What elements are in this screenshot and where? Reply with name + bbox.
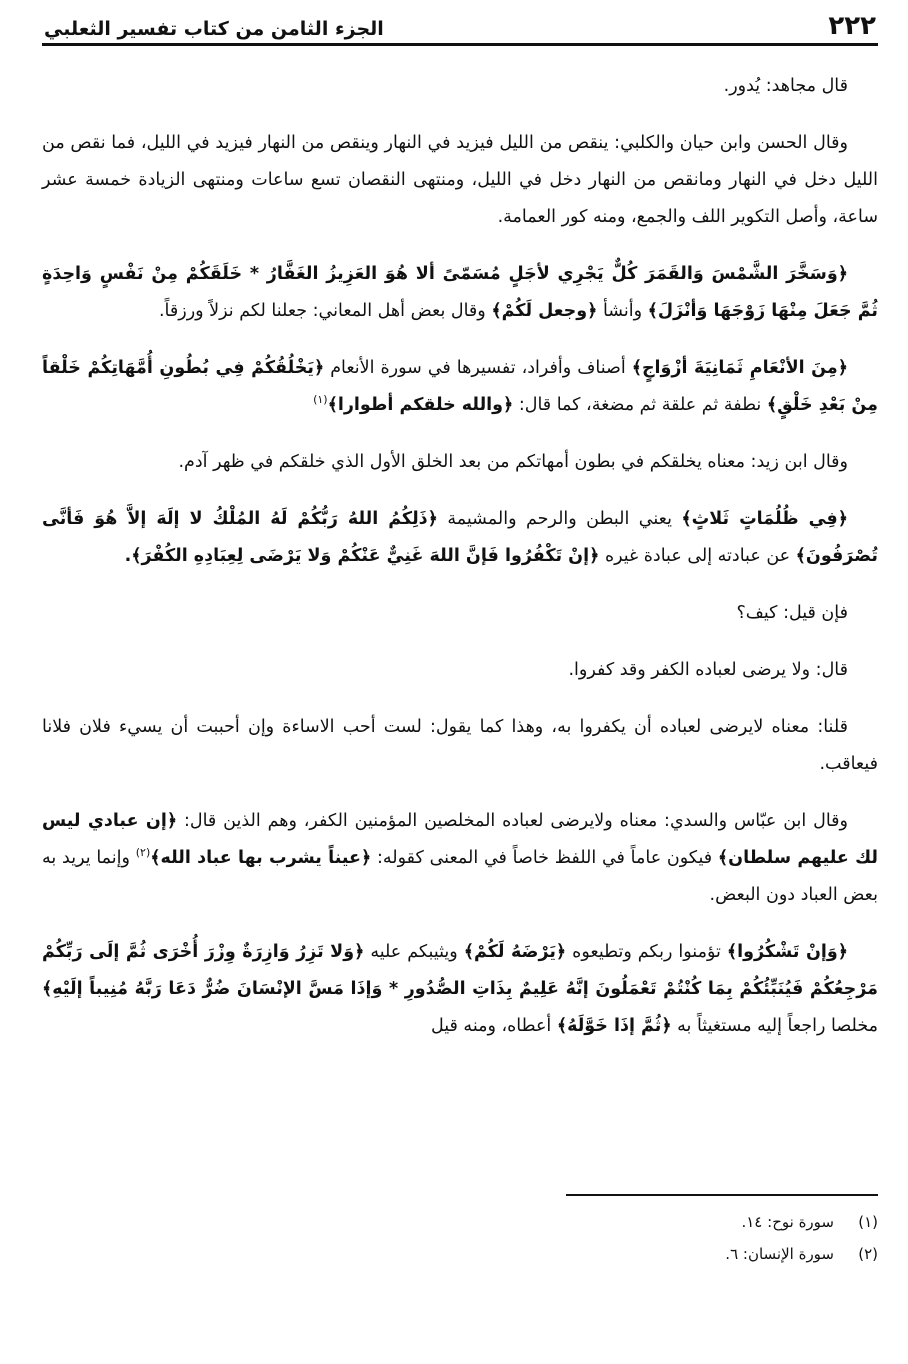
paragraph-text: تؤمنوا ربكم وتطيعوه bbox=[566, 942, 727, 962]
quran-quote: ﴿وَلا تَزِرُ وَازِرَةٌ وِزْرَ أُخْرَى ثُمَّ إلَى رَبِّكُمْ مَرْجِعُكُمْ فَيُنَبِّئُكُمْ بِمَا كُنْتُمْ تَعْمَلُونَ إنَّهُ عَلِيمٌ بِذَاتِ الصُّدُورِ * وَإذَا مَسَّ الإنْسَانَ ضُرٌّ دَعَا رَبَّهُ مُنِيباً إلَيْهِ﴾ bbox=[42, 942, 878, 999]
paragraph-text: قلنا: معناه لايرضى لعباده أن يكفروا به، وهذا كما يقول: لست أحب الاساءة وإن أحببت أن يسيء فلان فلانا فيعاقب. bbox=[42, 717, 878, 774]
paragraph bbox=[42, 595, 878, 632]
footnotes bbox=[42, 1206, 878, 1270]
footnote-text: سورة نوح: ١٤. bbox=[741, 1213, 834, 1231]
paragraph bbox=[42, 256, 878, 330]
page-header bbox=[42, 6, 878, 46]
quran-quote: ﴿عيناً يشرب بها عباد الله﴾ bbox=[150, 848, 372, 868]
paragraph-text: قال: ولا يرضى لعباده الكفر وقد كفروا. bbox=[568, 660, 848, 680]
paragraph bbox=[42, 444, 878, 481]
footnote bbox=[42, 1238, 878, 1270]
quran-quote: ﴿يَخْلُقُكُمْ فِي بُطُونِ أُمَّهَاتِكُمْ خَلْقاً مِنْ بَعْدِ خَلْقٍ﴾ bbox=[42, 358, 878, 415]
paragraph bbox=[42, 652, 878, 689]
quran-quote: ﴿ثُمَّ إذَا خَوَّلَهُ﴾ bbox=[556, 1016, 672, 1036]
book-page bbox=[42, 6, 878, 1358]
paragraph-text: وقال ابن عبّاس والسدي: معناه ولايرضى لعباده المخلصين المؤمنين الكفر، وهم الذين قال: bbox=[177, 811, 849, 831]
page-number: ٢٢٢ bbox=[828, 11, 876, 41]
quran-quote: ﴿مِنَ الأنْعَامِ ثَمَانِيَةَ أزْوَاجٍ﴾ bbox=[631, 358, 848, 378]
paragraph bbox=[42, 803, 878, 914]
paragraph-text: ويثيبكم عليه bbox=[364, 942, 464, 962]
quran-quote: ﴿وجعل لَكُمْ﴾ bbox=[491, 301, 598, 321]
quran-quote: ﴿إن عبادي ليس لك عليهم سلطان﴾ bbox=[42, 811, 878, 868]
quran-quote: ﴿إنْ تَكْفُرُوا فَإنَّ اللهَ غَنِيٌّ عَنْكُمْ وَلا يَرْضَى لِعِبَادِهِ الكُفْرَ﴾. bbox=[124, 546, 600, 566]
paragraph-text: وقال بعض أهل المعاني: جعلنا لكم نزلاً ورزقاً. bbox=[158, 301, 492, 321]
paragraph-text: نطفة ثم علقة ثم مضغة، كما قال: bbox=[513, 395, 767, 415]
paragraph-text: قال مجاهد: يُدور. bbox=[723, 76, 848, 96]
quran-quote: ﴿وَإنْ تَشْكُرُوا﴾ bbox=[726, 942, 849, 962]
quran-quote: ﴿فِي ظُلُمَاتٍ ثَلاثٍ﴾ bbox=[681, 509, 848, 529]
quran-quote: ﴿وَسَخَّرَ الشَّمْسَ وَالقَمَرَ كُلٌّ يَجْرِي لأجَلٍ مُسَمّىً ألا هُوَ العَزِيزُ الغَفَّارُ * خَلَقَكُمْ مِنْ نَفْسٍ وَاحِدَةٍ ثُمَّ جَعَلَ مِنْهَا زَوْجَهَا وَأنْزَلَ﴾ bbox=[42, 264, 878, 321]
footnote-number: (١) bbox=[858, 1213, 878, 1231]
paragraph-text: فإن قيل: كيف؟ bbox=[736, 603, 848, 623]
paragraph bbox=[42, 68, 878, 105]
quran-quote: ﴿ذَلِكُمُ اللهُ رَبُّكُمْ لَهُ المُلْكُ لا إلَهَ إلاَّ هُوَ فَأنَّى تُصْرَفُونَ﴾ bbox=[42, 509, 878, 566]
paragraph-text: أصناف وأفراد، تفسيرها في سورة الأنعام bbox=[324, 358, 632, 378]
paragraph-text: يعني البطن والرحم والمشيمة bbox=[437, 509, 682, 529]
paragraph bbox=[42, 934, 878, 1045]
paragraph-text: وقال ابن زيد: معناه يخلقكم في بطون أمهاتكم من بعد الخلق الأول الذي خلقكم في ظهر آدم. bbox=[178, 452, 848, 472]
footnote-text: سورة الإنسان: ٦. bbox=[725, 1245, 834, 1263]
paragraph-text: وأنشأ bbox=[597, 301, 648, 321]
quran-quote: ﴿يَرْضَهُ لَكُمْ﴾ bbox=[463, 942, 567, 962]
footnote bbox=[42, 1206, 878, 1238]
paragraph-text: وقال الحسن وابن حيان والكلبي: ينقص من الليل فيزيد في النهار وينقص من النهار فيزيد في الليل، فما نقص من الليل دخل في النهار ومانقص من النهار دخل في الليل، ومنتهى النقصان تسع ساعات ومنتهى الزيادة خمسة عشر ساعة، وأصل التكوير اللف والجمع، ومنه كور العمامة. bbox=[42, 133, 878, 227]
paragraph bbox=[42, 501, 878, 575]
footnote-reference: (١) bbox=[313, 393, 328, 407]
paragraph bbox=[42, 350, 878, 424]
quran-quote: ﴿والله خلقكم أطوارا﴾ bbox=[327, 395, 514, 415]
running-title: الجزء الثامن من كتاب تفسير الثعلبي bbox=[44, 18, 384, 40]
footnote-divider bbox=[566, 1194, 878, 1196]
paragraph bbox=[42, 125, 878, 236]
paragraph-text: عن عبادته إلى عبادة غيره bbox=[599, 546, 796, 566]
paragraph-text: مخلصا راجعاً إليه مستغيثاً به bbox=[671, 1016, 878, 1036]
paragraph-text: وإنما يريد به بعض العباد دون البعض. bbox=[42, 848, 878, 905]
paragraph-text: فيكون عاماً في اللفظ خاصاً في المعنى كقوله: bbox=[371, 848, 718, 868]
footnote-number: (٢) bbox=[858, 1245, 878, 1263]
paragraph-text: أعطاه، ومنه قيل bbox=[430, 1016, 557, 1036]
paragraph bbox=[42, 709, 878, 783]
footnote-reference: (٢) bbox=[135, 846, 151, 860]
body-text bbox=[42, 68, 878, 1045]
